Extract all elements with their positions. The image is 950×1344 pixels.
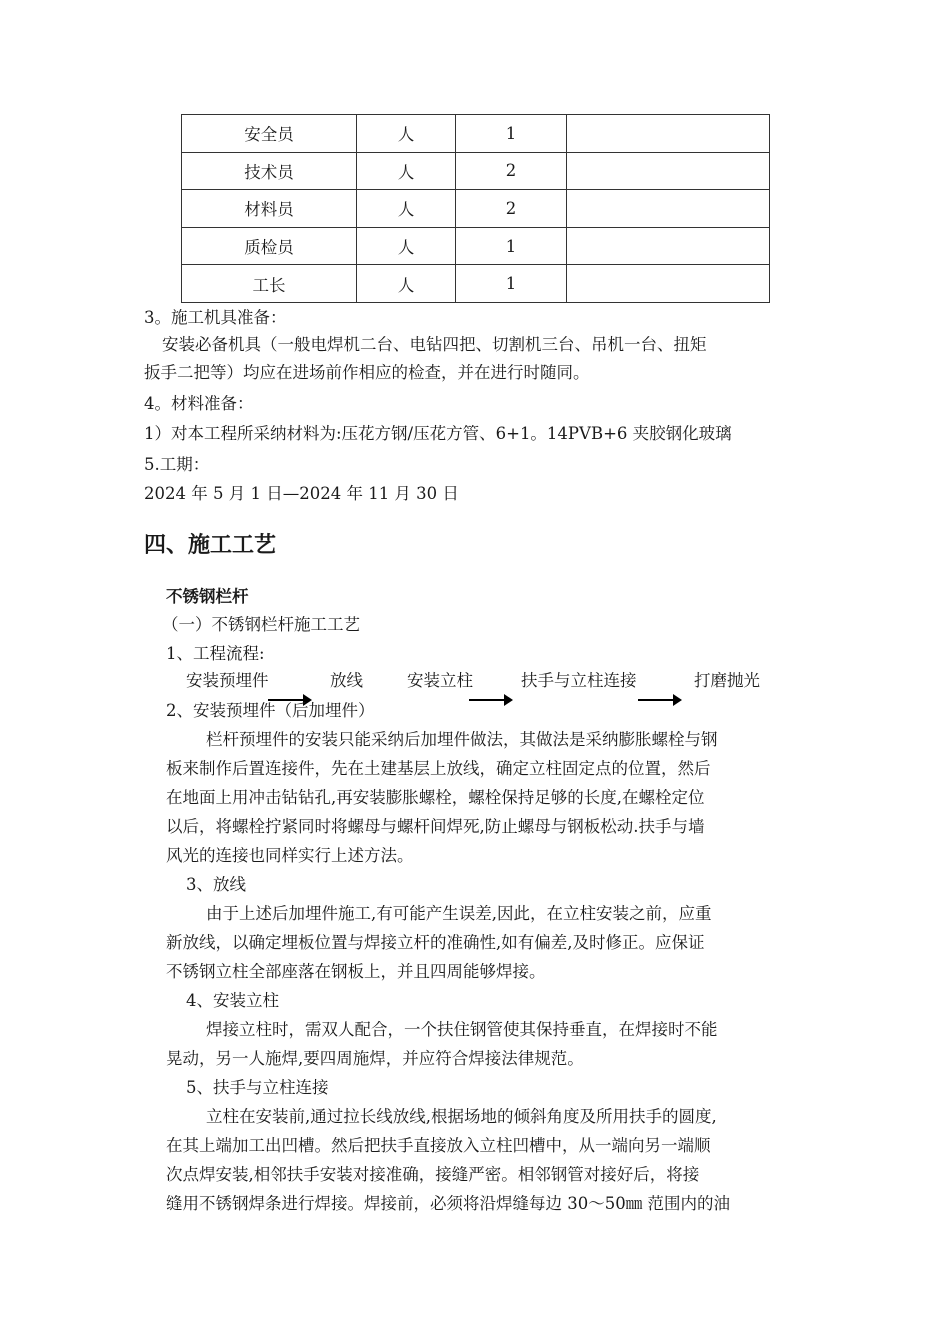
table-cell-unit: 人 <box>357 265 456 303</box>
table-cell-note <box>567 152 770 190</box>
table-cell-role: 工长 <box>182 265 357 303</box>
table-cell-unit: 人 <box>357 227 456 265</box>
item-heading: 5、扶手与立柱连接 <box>186 1078 329 1097</box>
table-cell-count: 2 <box>456 190 567 228</box>
paragraph-line: 扳手二把等）均应在进场前作相应的检查，并在进行时随同。 <box>144 363 590 382</box>
paragraph-line: 在其上端加工出凹槽。然后把扶手直接放入立柱凹槽中，从一端向另一端顺 <box>166 1136 711 1155</box>
section-heading: 3。施工机具准备： <box>144 308 287 327</box>
staff-table <box>181 114 770 303</box>
paragraph-line: 新放线，以确定埋板位置与焊接立杆的准确性,如有偏差,及时修正。应保证 <box>166 933 705 952</box>
paragraph-line: 安装必备机具（一般电焊机二台、电钻四把、切割机三台、吊机一台、扭矩 <box>162 335 707 354</box>
flow-step: 安装预埋件 <box>186 671 269 690</box>
table-cell-note <box>567 227 770 265</box>
table-cell-note <box>567 190 770 228</box>
paragraph-line: 2024 年 5 月 1 日—2024 年 11 月 30 日 <box>144 484 459 503</box>
arrow-right-icon <box>469 699 511 701</box>
paragraph-line: 在地面上用冲击钻钻孔,再安装膨胀螺栓，螺栓保持足够的长度,在螺栓定位 <box>166 788 705 807</box>
item-heading: 2、安装预埋件（后加埋件） <box>166 701 375 720</box>
table-cell-count: 1 <box>456 265 567 303</box>
paragraph-line: 缝用不锈钢焊条进行焊接。焊接前，必须将沿焊缝每边 30～50㎜ 范围内的油 <box>166 1194 730 1213</box>
table-cell-count: 1 <box>456 227 567 265</box>
table-cell-role: 安全员 <box>182 115 357 153</box>
subsection-title: 不锈钢栏杆 <box>166 587 249 606</box>
table-cell-note <box>567 115 770 153</box>
table-row <box>182 265 770 303</box>
item-heading: 3、放线 <box>186 875 246 894</box>
flow-step: 安装立柱 <box>407 671 473 690</box>
table-row <box>182 227 770 265</box>
table-row <box>182 152 770 190</box>
table-cell-unit: 人 <box>357 190 456 228</box>
table-cell-role: 技术员 <box>182 152 357 190</box>
paragraph-line: 次点焊安装,相邻扶手安装对接准确，接缝严密。相邻钢管对接好后，将接 <box>166 1165 700 1184</box>
paragraph-line: 以后，将螺栓拧紧同时将螺母与螺杆间焊死,防止螺母与钢板松动.扶手与墙 <box>166 817 705 836</box>
table-cell-unit: 人 <box>357 115 456 153</box>
item-heading: 1、工程流程: <box>166 644 265 663</box>
paragraph-line: 不锈钢立柱全部座落在钢板上，并且四周能够焊接。 <box>166 962 546 981</box>
paragraph-line: 板来制作后置连接件，先在土建基层上放线，确定立柱固定点的位置，然后 <box>166 759 711 778</box>
paragraph-line: 焊接立柱时，需双人配合，一个扶住钢管使其保持垂直，在焊接时不能 <box>206 1020 718 1039</box>
table-row <box>182 115 770 153</box>
table-cell-count: 1 <box>456 115 567 153</box>
paragraph-line: 栏杆预埋件的安装只能采纳后加埋件做法，其做法是采纳膨胀螺栓与钢 <box>206 730 718 749</box>
flow-step: 放线 <box>330 671 363 690</box>
paragraph-line: 1）对本工程所采纳材料为:压花方钢/压花方管、6+1。14PVB+6 夹胶钢化玻璃 <box>144 424 732 443</box>
table-cell-role: 质检员 <box>182 227 357 265</box>
table-cell-count: 2 <box>456 152 567 190</box>
item-heading: 4、安装立柱 <box>186 991 279 1010</box>
arrow-right-icon <box>638 699 680 701</box>
section-heading: 5.工期： <box>144 455 210 474</box>
table-cell-role: 材料员 <box>182 190 357 228</box>
paragraph-line: 由于上述后加埋件施工,有可能产生误差,因此，在立柱安装之前，应重 <box>206 904 712 923</box>
flow-step: 扶手与立柱连接 <box>521 671 637 690</box>
paragraph-line: 风光的连接也同样实行上述方法。 <box>166 846 414 865</box>
flow-step: 打磨抛光 <box>694 671 760 690</box>
table-row <box>182 190 770 228</box>
paragraph-line: 晃动，另一人施焊,要四周施焊，并应符合焊接法律规范。 <box>166 1049 584 1068</box>
table-cell-unit: 人 <box>357 152 456 190</box>
paragraph-line: 立柱在安装前,通过拉长线放线,根据场地的倾斜角度及所用扶手的圆度, <box>206 1107 717 1126</box>
subsection-heading: （一）不锈钢栏杆施工工艺 <box>162 615 360 634</box>
section-heading: 4。材料准备： <box>144 394 254 413</box>
table-cell-note <box>567 265 770 303</box>
chapter-title: 四、施工工艺 <box>144 533 277 558</box>
